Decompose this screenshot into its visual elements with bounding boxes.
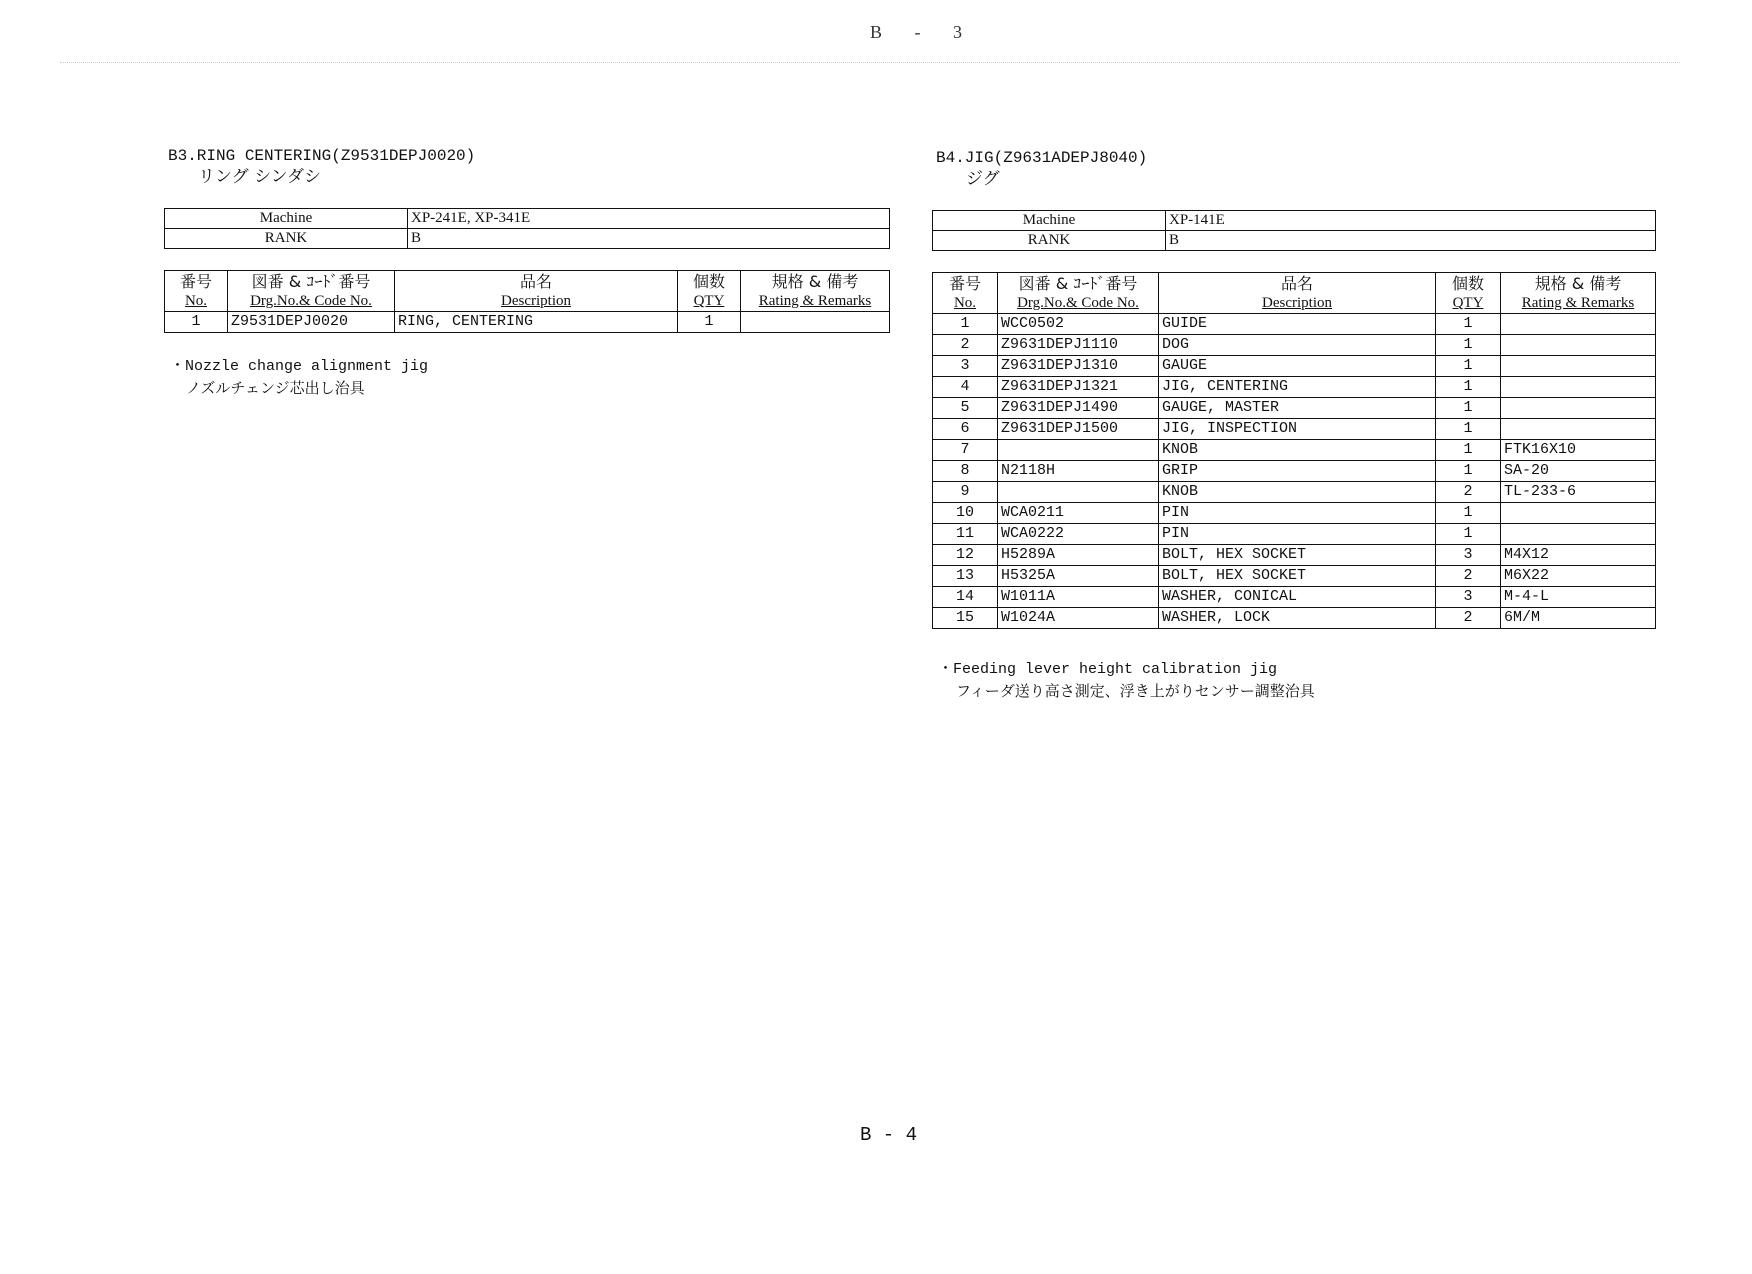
section-b4-note-en: ・Feeding lever height calibration jig: [938, 661, 1278, 678]
cell-qty: 1: [1436, 314, 1501, 335]
cell-remarks: [1501, 419, 1656, 440]
cell-description: WASHER, CONICAL: [1159, 587, 1436, 608]
table-row: [165, 312, 890, 333]
cell-remarks: [1501, 398, 1656, 419]
cell-description: GAUGE: [1159, 356, 1436, 377]
cell-no: 8: [933, 461, 998, 482]
cell-code: Z9631DEPJ1110: [998, 335, 1159, 356]
section-b4-machine-table: [932, 210, 1656, 251]
cell-qty: 1: [1436, 419, 1501, 440]
table-row: [933, 482, 1656, 503]
table-row: [933, 356, 1656, 377]
cell-code: W1011A: [998, 587, 1159, 608]
cell-no: 12: [933, 545, 998, 566]
cell-no: 1: [933, 314, 998, 335]
col-code-header: 図番 & ｺｰﾄﾞ番号 Drg.No.& Code No.: [228, 271, 395, 312]
section-b4-note-ja: フィーダ送り高さ測定、浮き上がりセンサー調整治具: [956, 682, 1315, 700]
rank-label: RANK: [165, 229, 408, 249]
cell-code: WCA0222: [998, 524, 1159, 545]
cell-description: PIN: [1159, 503, 1436, 524]
cell-remarks: 6M/M: [1501, 608, 1656, 629]
cell-qty: 1: [1436, 377, 1501, 398]
rank-value: B: [408, 229, 890, 249]
cell-description: GAUGE, MASTER: [1159, 398, 1436, 419]
cell-description: JIG, INSPECTION: [1159, 419, 1436, 440]
cell-qty: 1: [1436, 503, 1501, 524]
table-row: [933, 419, 1656, 440]
cell-remarks: TL-233-6: [1501, 482, 1656, 503]
section-b4-title: B4.JIG(Z9631ADEPJ8040): [936, 149, 1148, 167]
section-b4-title-ja: ジグ: [966, 169, 1000, 189]
cell-qty: 3: [1436, 545, 1501, 566]
cell-remarks: [1501, 503, 1656, 524]
cell-description: BOLT, HEX SOCKET: [1159, 545, 1436, 566]
col-qty-header: 個数 QTY: [678, 271, 741, 312]
cell-qty: 2: [1436, 566, 1501, 587]
section-b3-title-ja: リング シンダシ: [198, 167, 321, 187]
table-row: [933, 335, 1656, 356]
table-row: [933, 461, 1656, 482]
cell-remarks: M4X12: [1501, 545, 1656, 566]
cell-description: JIG, CENTERING: [1159, 377, 1436, 398]
cell-no: 6: [933, 419, 998, 440]
table-row: [933, 314, 1656, 335]
cell-no: 4: [933, 377, 998, 398]
cell-no: 11: [933, 524, 998, 545]
cell-qty: 2: [1436, 608, 1501, 629]
cell-description: DOG: [1159, 335, 1436, 356]
col-remarks-header: 規格 & 備考 Rating & Remarks: [741, 271, 890, 312]
cell-description: GRIP: [1159, 461, 1436, 482]
cell-code: Z9631DEPJ1490: [998, 398, 1159, 419]
col-code-header: 図番 & ｺｰﾄﾞ番号 Drg.No.& Code No.: [998, 273, 1159, 314]
cell-description: RING, CENTERING: [395, 312, 678, 333]
rank-value: B: [1166, 231, 1656, 251]
cell-qty: 1: [1436, 398, 1501, 419]
table-row: [933, 608, 1656, 629]
cell-no: 9: [933, 482, 998, 503]
section-b3-note-en: ・Nozzle change alignment jig: [170, 358, 429, 375]
table-row: [933, 503, 1656, 524]
cell-remarks: SA-20: [1501, 461, 1656, 482]
col-no-header: 番号 No.: [933, 273, 998, 314]
cell-qty: 1: [1436, 356, 1501, 377]
top-page-mark: B - 3: [870, 22, 976, 42]
cell-description: PIN: [1159, 524, 1436, 545]
cell-code: W1024A: [998, 608, 1159, 629]
machine-value: XP-141E: [1166, 211, 1656, 231]
col-remarks-header: 規格 & 備考 Rating & Remarks: [1501, 273, 1656, 314]
cell-no: 13: [933, 566, 998, 587]
table-row: [933, 440, 1656, 461]
cell-remarks: M6X22: [1501, 566, 1656, 587]
cell-remarks: [1501, 377, 1656, 398]
machine-label: Machine: [165, 209, 408, 229]
col-no-header: 番号 No.: [165, 271, 228, 312]
cell-qty: 2: [1436, 482, 1501, 503]
cell-no: 15: [933, 608, 998, 629]
cell-description: KNOB: [1159, 440, 1436, 461]
cell-code: H5289A: [998, 545, 1159, 566]
cell-code: Z9631DEPJ1500: [998, 419, 1159, 440]
cell-code: H5325A: [998, 566, 1159, 587]
rank-label: RANK: [933, 231, 1166, 251]
section-b3-note-ja: ノズルチェンジ芯出し治具: [186, 379, 365, 397]
section-b3-parts-body: [165, 312, 890, 333]
cell-code: Z9631DEPJ1321: [998, 377, 1159, 398]
cell-code: WCC0502: [998, 314, 1159, 335]
cell-code: [998, 440, 1159, 461]
section-b3-title: B3.RING CENTERING(Z9531DEPJ0020): [168, 147, 476, 165]
cell-qty: 1: [1436, 440, 1501, 461]
machine-value: XP-241E, XP-341E: [408, 209, 890, 229]
cell-no: 7: [933, 440, 998, 461]
section-b4-parts-body: [933, 314, 1656, 629]
cell-no: 10: [933, 503, 998, 524]
cell-no: 3: [933, 356, 998, 377]
table-row: [933, 587, 1656, 608]
cell-qty: 1: [1436, 335, 1501, 356]
cell-no: 1: [165, 312, 228, 333]
cell-qty: 1: [1436, 524, 1501, 545]
cell-description: WASHER, LOCK: [1159, 608, 1436, 629]
section-b4-parts-table: [932, 272, 1656, 629]
table-row: [933, 566, 1656, 587]
cell-code: WCA0211: [998, 503, 1159, 524]
col-description-header: 品名 Description: [1159, 273, 1436, 314]
cell-remarks: FTK16X10: [1501, 440, 1656, 461]
cell-remarks: [741, 312, 890, 333]
cell-remarks: [1501, 314, 1656, 335]
cell-description: BOLT, HEX SOCKET: [1159, 566, 1436, 587]
cell-code: Z9631DEPJ1310: [998, 356, 1159, 377]
col-qty-header: 個数 QTY: [1436, 273, 1501, 314]
cell-description: GUIDE: [1159, 314, 1436, 335]
table-row: [933, 524, 1656, 545]
cell-remarks: [1501, 524, 1656, 545]
section-b3-machine-table: [164, 208, 890, 249]
cell-remarks: M-4-L: [1501, 587, 1656, 608]
machine-label: Machine: [933, 211, 1166, 231]
cell-no: 14: [933, 587, 998, 608]
cell-code: Z9531DEPJ0020: [228, 312, 395, 333]
table-row: [933, 545, 1656, 566]
cell-remarks: [1501, 335, 1656, 356]
page-number: B - 4: [860, 1124, 918, 1146]
scan-artifact-line: [60, 62, 1680, 63]
col-description-header: 品名 Description: [395, 271, 678, 312]
table-row: [933, 377, 1656, 398]
cell-qty: 3: [1436, 587, 1501, 608]
cell-qty: 1: [1436, 461, 1501, 482]
cell-code: [998, 482, 1159, 503]
section-b3-parts-table: [164, 270, 890, 333]
cell-no: 2: [933, 335, 998, 356]
cell-no: 5: [933, 398, 998, 419]
cell-remarks: [1501, 356, 1656, 377]
table-row: [933, 398, 1656, 419]
cell-description: KNOB: [1159, 482, 1436, 503]
cell-code: N2118H: [998, 461, 1159, 482]
cell-qty: 1: [678, 312, 741, 333]
